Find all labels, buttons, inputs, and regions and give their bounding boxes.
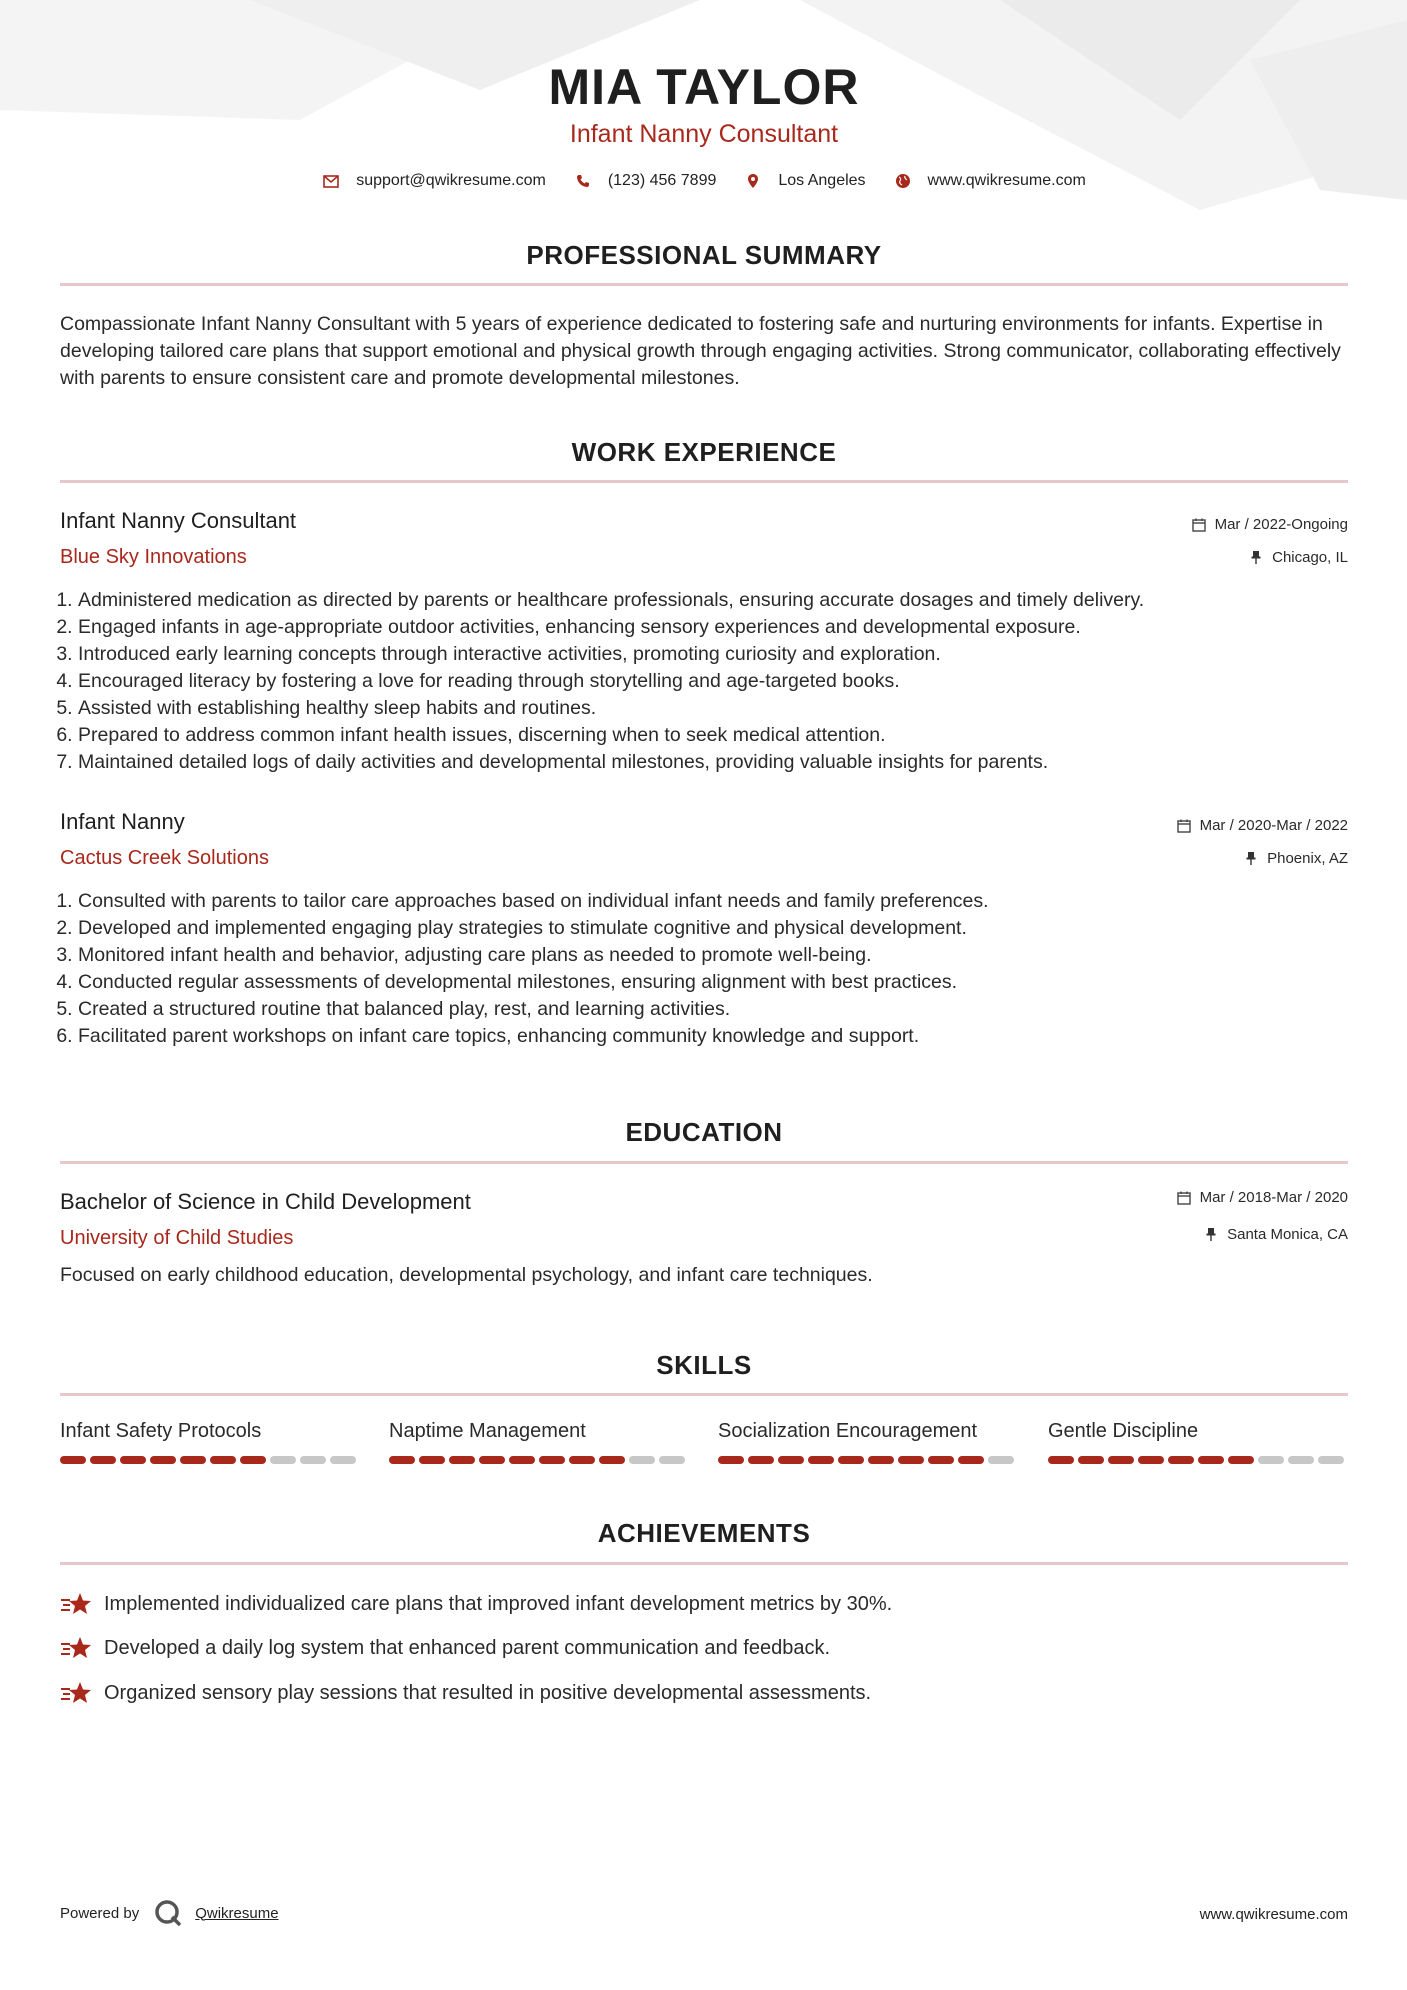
skill-label: Naptime Management bbox=[389, 1420, 586, 1442]
pushpin-icon bbox=[1203, 1227, 1219, 1243]
contact-location bbox=[744, 172, 865, 190]
skill-segment-filled bbox=[778, 1456, 804, 1464]
skill-segment-empty bbox=[1258, 1456, 1284, 1464]
skill-segment-filled bbox=[180, 1456, 206, 1464]
candidate-title: Infant Nanny Consultant bbox=[569, 120, 839, 148]
calendar-icon bbox=[1191, 517, 1207, 533]
skill-rating-bar bbox=[389, 1456, 689, 1464]
qwikresume-logo-icon bbox=[153, 1898, 183, 1928]
list-item: 7. Maintained detailed logs of daily activities and developmental milestones, providing valuable insights for parents. bbox=[78, 749, 1366, 776]
education-heading: EDUCATION bbox=[625, 1117, 783, 1147]
list-item: 4. Conducted regular assessments of developmental milestones, ensuring alignment with best practices. bbox=[78, 969, 1366, 996]
skill-item bbox=[60, 1420, 360, 1464]
skill-segment-empty bbox=[270, 1456, 296, 1464]
education-description: Focused on early childhood education, developmental psychology, and infant care techniques. bbox=[60, 1264, 873, 1286]
envelope-icon bbox=[322, 172, 340, 190]
map-pin-icon bbox=[744, 172, 762, 190]
skill-segment-filled bbox=[419, 1456, 445, 1464]
pushpin-icon bbox=[1243, 851, 1259, 867]
brand-link[interactable]: Qwikresume bbox=[195, 1904, 279, 1922]
education-dates bbox=[1176, 1189, 1348, 1206]
section-divider bbox=[60, 1393, 1348, 1396]
skill-segment-filled bbox=[898, 1456, 924, 1464]
skill-segment-filled bbox=[748, 1456, 774, 1464]
section-divider bbox=[60, 1161, 1348, 1164]
achievement-item bbox=[60, 1634, 830, 1662]
skill-segment-filled bbox=[1228, 1456, 1254, 1464]
skill-segment-filled bbox=[1048, 1456, 1074, 1464]
job-location-text: Chicago, IL bbox=[1272, 549, 1348, 566]
skill-segment-filled bbox=[150, 1456, 176, 1464]
footer-website[interactable]: www.qwikresume.com bbox=[1199, 1906, 1348, 1923]
location-text: Los Angeles bbox=[778, 172, 866, 189]
list-item: 3. Introduced early learning concepts through interactive activities, promoting curiosity and exploration. bbox=[78, 641, 1366, 668]
skill-segment-filled bbox=[120, 1456, 146, 1464]
contact-email[interactable] bbox=[322, 172, 546, 190]
contact-phone[interactable] bbox=[574, 172, 717, 190]
skill-item bbox=[718, 1420, 1018, 1464]
globe-icon bbox=[894, 172, 912, 190]
skills-heading: SKILLS bbox=[656, 1350, 752, 1380]
list-item: 3. Monitored infant health and behavior, adjusting care plans as needed to promote well-being. bbox=[78, 942, 1366, 969]
skill-item bbox=[389, 1420, 689, 1464]
email-text: support@qwikresume.com bbox=[356, 172, 546, 189]
school-name: University of Child Studies bbox=[60, 1227, 294, 1249]
skill-segment-empty bbox=[1288, 1456, 1314, 1464]
experience-heading: WORK EXPERIENCE bbox=[571, 437, 837, 467]
skill-segment-filled bbox=[539, 1456, 565, 1464]
achievement-text: Organized sensory play sessions that resulted in positive developmental assessments. bbox=[104, 1681, 872, 1704]
skill-segment-filled bbox=[1168, 1456, 1194, 1464]
education-location-text: Santa Monica, CA bbox=[1227, 1226, 1348, 1243]
skill-segment-filled bbox=[599, 1456, 625, 1464]
skill-segment-empty bbox=[988, 1456, 1014, 1464]
job-dates bbox=[1176, 817, 1348, 834]
skill-segment-filled bbox=[808, 1456, 834, 1464]
skill-segment-filled bbox=[1078, 1456, 1104, 1464]
list-item: 6. Facilitated parent workshops on infant care topics, enhancing community knowledge and support. bbox=[78, 1023, 1366, 1050]
contact-website[interactable] bbox=[894, 172, 1086, 190]
list-item: 5. Assisted with establishing healthy sleep habits and routines. bbox=[78, 695, 1366, 722]
powered-by-text: Powered by bbox=[60, 1904, 140, 1922]
degree-title: Bachelor of Science in Child Development bbox=[60, 1189, 471, 1214]
skill-segment-filled bbox=[1198, 1456, 1224, 1464]
skill-segment-filled bbox=[60, 1456, 86, 1464]
calendar-icon bbox=[1176, 1190, 1192, 1206]
list-item: 1. Administered medication as directed by parents or healthcare professionals, ensuring accurate dosages and timely delivery. bbox=[78, 587, 1366, 614]
list-item: 1. Consulted with parents to tailor care approaches based on individual infant needs and family preferences. bbox=[78, 888, 1366, 915]
skill-label: Socialization Encouragement bbox=[718, 1420, 978, 1442]
education-location bbox=[1203, 1226, 1348, 1243]
job-dates-text: Mar / 2020-Mar / 2022 bbox=[1199, 817, 1348, 834]
shooting-star-icon bbox=[60, 1590, 94, 1618]
skill-segment-filled bbox=[449, 1456, 475, 1464]
list-item: 4. Encouraged literacy by fostering a love for reading through storytelling and age-targeted books. bbox=[78, 668, 1366, 695]
summary-heading: PROFESSIONAL SUMMARY bbox=[526, 240, 882, 270]
skill-segment-filled bbox=[928, 1456, 954, 1464]
skill-segment-empty bbox=[300, 1456, 326, 1464]
job-bullets bbox=[60, 587, 1366, 776]
footer-powered-by bbox=[60, 1898, 279, 1928]
website-text: www.qwikresume.com bbox=[927, 172, 1086, 189]
skill-rating-bar bbox=[60, 1456, 360, 1464]
skill-segment-filled bbox=[90, 1456, 116, 1464]
skill-segment-filled bbox=[838, 1456, 864, 1464]
achievement-item bbox=[60, 1590, 892, 1618]
shooting-star-icon bbox=[60, 1679, 94, 1707]
section-divider bbox=[60, 480, 1348, 483]
skill-segment-filled bbox=[868, 1456, 894, 1464]
company-name: Cactus Creek Solutions bbox=[60, 847, 269, 869]
job-dates-text: Mar / 2022-Ongoing bbox=[1214, 516, 1348, 533]
list-item: 5. Created a structured routine that balanced play, rest, and learning activities. bbox=[78, 996, 1366, 1023]
skill-item bbox=[1048, 1420, 1348, 1464]
skill-segment-filled bbox=[958, 1456, 984, 1464]
list-item: 2. Developed and implemented engaging play strategies to stimulate cognitive and physical development. bbox=[78, 915, 1366, 942]
education-dates-text: Mar / 2018-Mar / 2020 bbox=[1199, 1189, 1348, 1206]
achievements-heading: ACHIEVEMENTS bbox=[597, 1518, 811, 1548]
candidate-name: MIA TAYLOR bbox=[548, 59, 860, 115]
job-location bbox=[1248, 549, 1348, 566]
skill-segment-filled bbox=[569, 1456, 595, 1464]
skill-segment-filled bbox=[509, 1456, 535, 1464]
skill-segment-filled bbox=[240, 1456, 266, 1464]
job-location-text: Phoenix, AZ bbox=[1267, 850, 1348, 867]
skill-segment-empty bbox=[330, 1456, 356, 1464]
job-title: Infant Nanny bbox=[60, 809, 185, 834]
skill-segment-filled bbox=[389, 1456, 415, 1464]
phone-icon bbox=[574, 172, 592, 190]
job-dates bbox=[1191, 516, 1348, 533]
job-location bbox=[1243, 850, 1348, 867]
section-divider bbox=[60, 1562, 1348, 1565]
skill-segment-empty bbox=[1318, 1456, 1344, 1464]
skill-segment-empty bbox=[629, 1456, 655, 1464]
skill-segment-filled bbox=[210, 1456, 236, 1464]
achievement-item bbox=[60, 1679, 871, 1707]
skill-label: Gentle Discipline bbox=[1048, 1420, 1199, 1442]
skill-segment-empty bbox=[659, 1456, 685, 1464]
skill-segment-filled bbox=[1108, 1456, 1134, 1464]
skill-rating-bar bbox=[1048, 1456, 1348, 1464]
job-bullets bbox=[60, 888, 1366, 1050]
list-item: 2. Engaged infants in age-appropriate outdoor activities, enhancing sensory experiences and developmental exposure. bbox=[78, 614, 1366, 641]
skill-label: Infant Safety Protocols bbox=[60, 1420, 262, 1442]
skill-rating-bar bbox=[718, 1456, 1018, 1464]
skill-segment-filled bbox=[1138, 1456, 1164, 1464]
pushpin-icon bbox=[1248, 550, 1264, 566]
phone-text: (123) 456 7899 bbox=[607, 172, 717, 189]
summary-text: Compassionate Infant Nanny Consultant with 5 years of experience dedicated to fostering safe and nurturing environments for infants. Expertise in developing tailored care plans that support emotional and physical growth through engaging activities. Strong communicator, collaborating effectively with parents to ensure consistent care and promote developmental milestones. bbox=[60, 313, 1341, 389]
skill-segment-filled bbox=[718, 1456, 744, 1464]
contact-bar bbox=[60, 172, 1348, 190]
skill-segment-filled bbox=[479, 1456, 505, 1464]
achievement-text: Implemented individualized care plans that improved infant development metrics by 30%. bbox=[104, 1592, 893, 1615]
calendar-icon bbox=[1176, 818, 1192, 834]
shooting-star-icon bbox=[60, 1634, 94, 1662]
achievement-text: Developed a daily log system that enhanced parent communication and feedback. bbox=[104, 1636, 831, 1659]
section-divider bbox=[60, 283, 1348, 286]
job-title: Infant Nanny Consultant bbox=[60, 508, 297, 533]
company-name: Blue Sky Innovations bbox=[60, 546, 247, 568]
list-item: 6. Prepared to address common infant health issues, discerning when to seek medical attention. bbox=[78, 722, 1366, 749]
